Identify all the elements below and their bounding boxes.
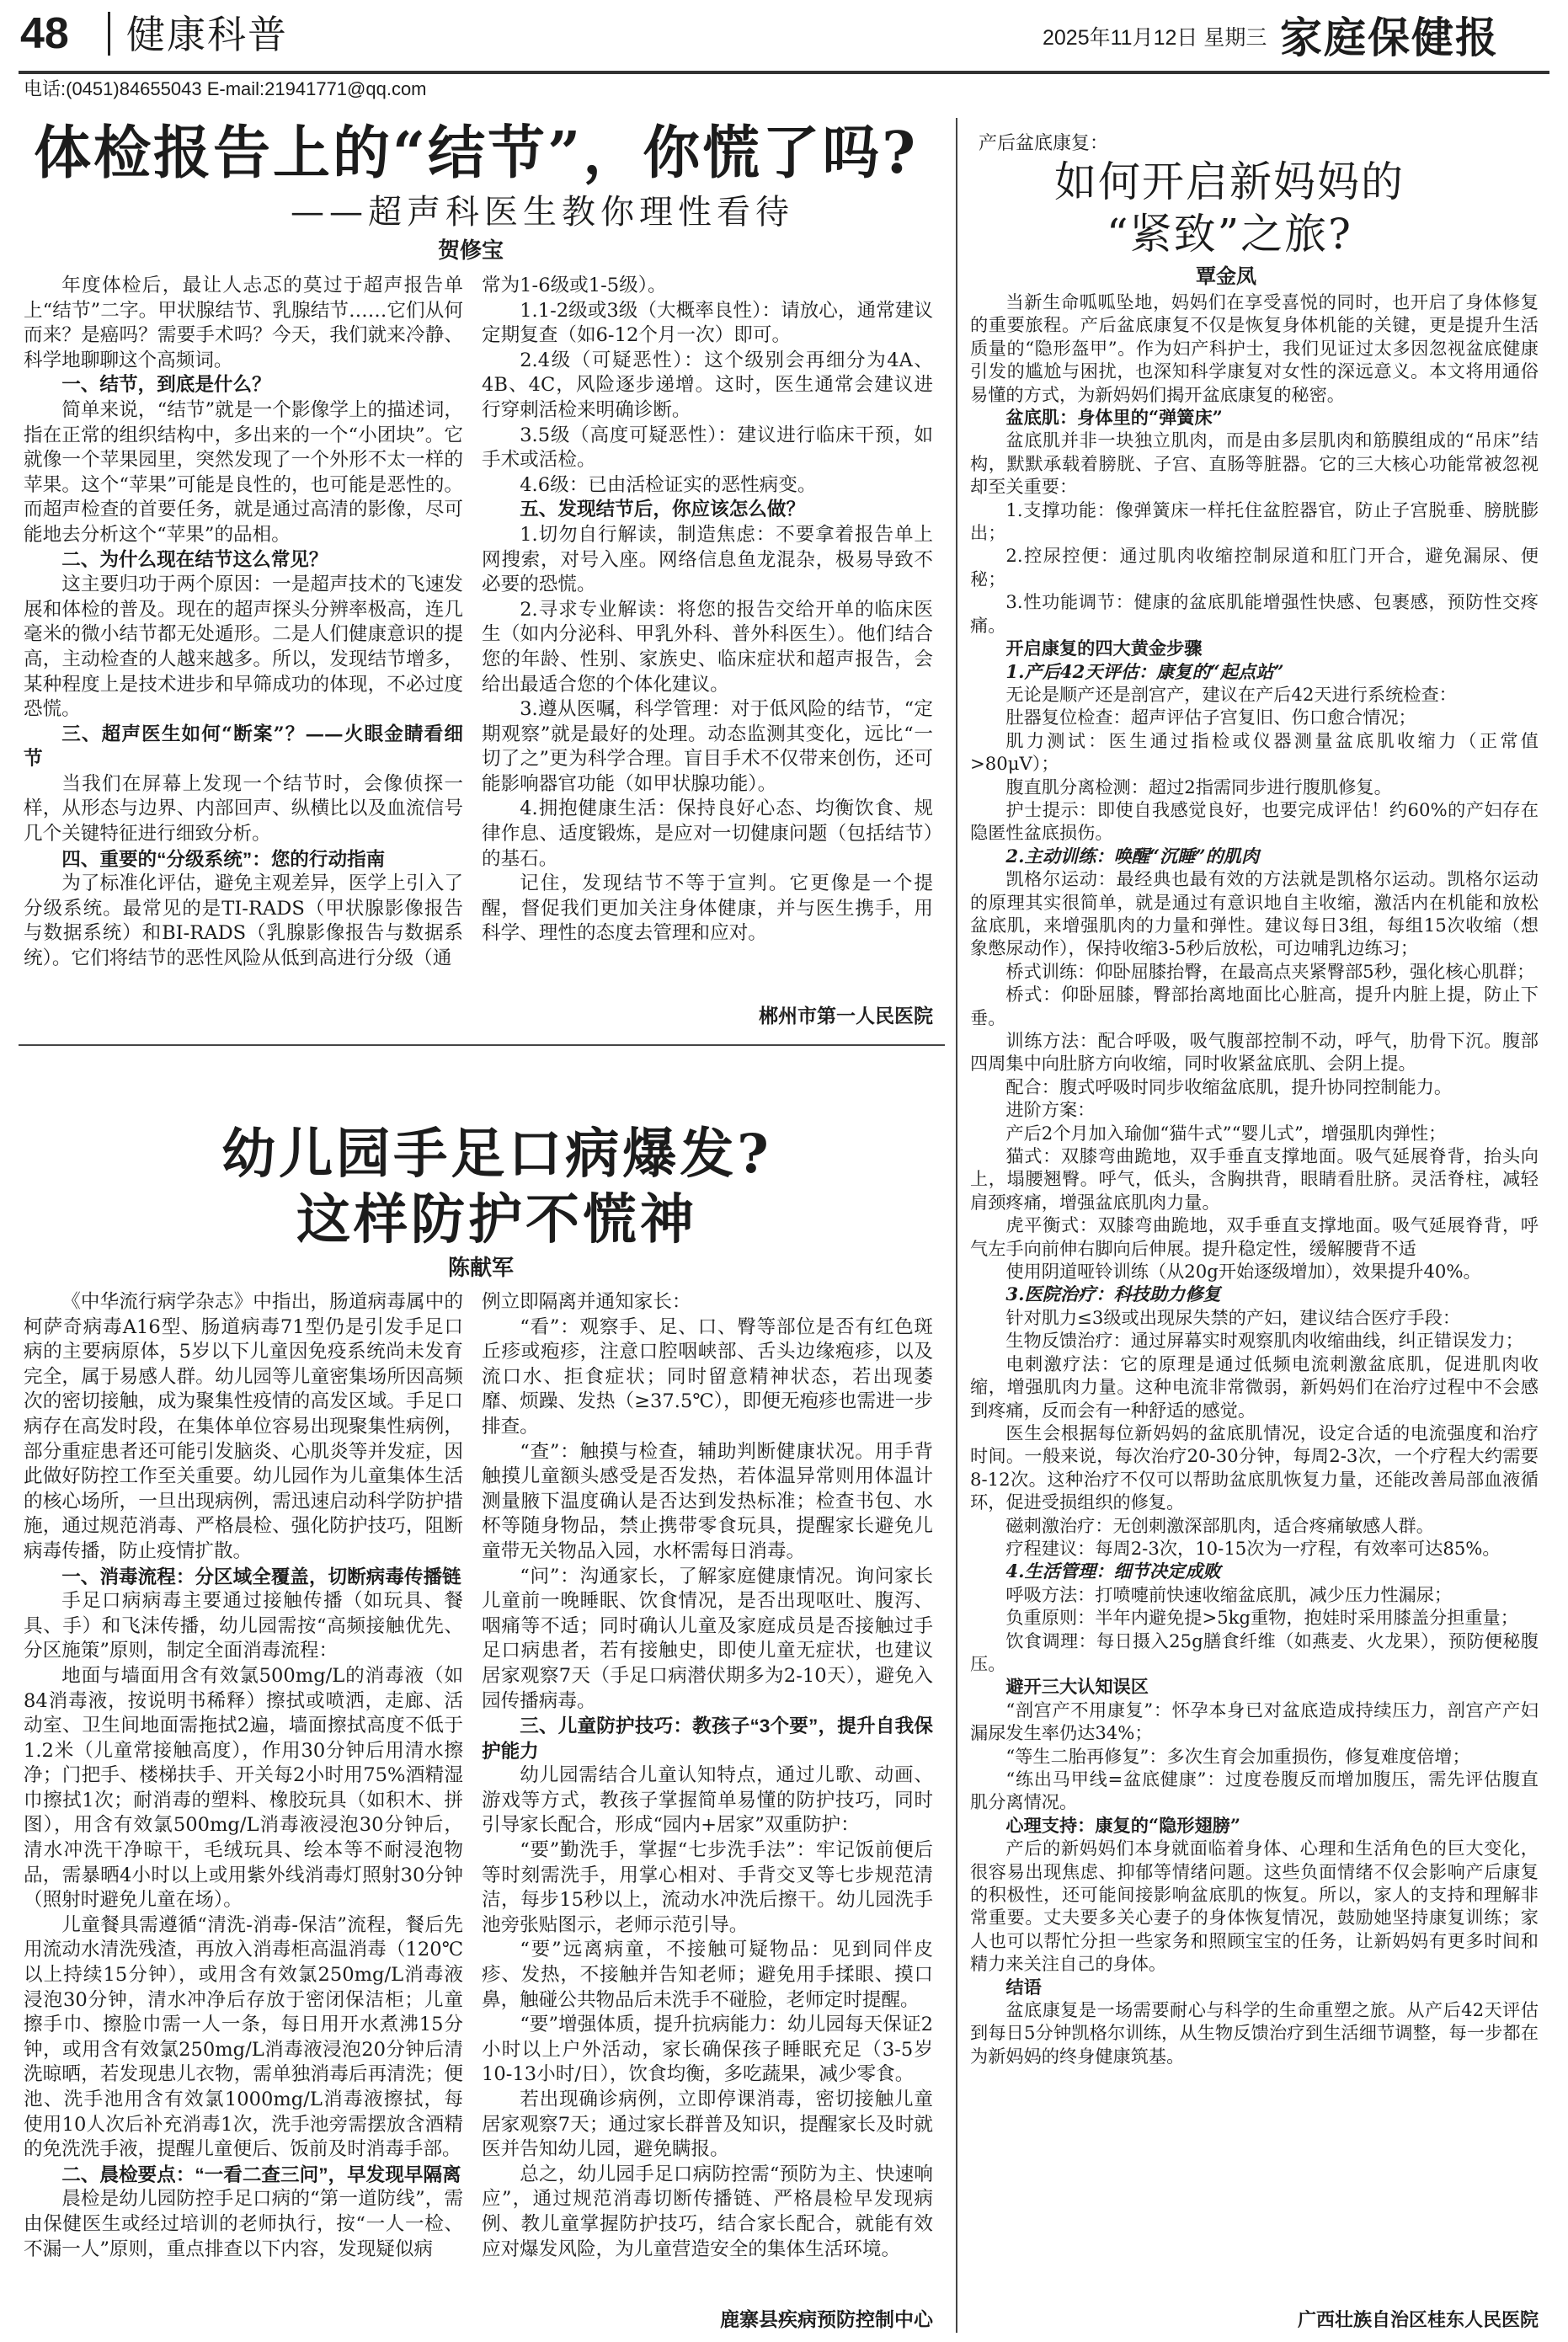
paragraph: 电刺激疗法：它的原理是通过低频电流刺激盆底肌，促进肌肉收缩，增强肌肉力量。这种电流非常微弱，新妈妈们在治疗过程中不会感到疼痛，反而会有一种舒适的感觉。 xyxy=(970,1352,1539,1421)
article3-body xyxy=(970,291,1539,2067)
article2-source: 鹿寨县疾病预防控制中心 xyxy=(720,2308,933,2331)
issue-date: 2025年11月12日 星期三 xyxy=(1043,26,1267,50)
section-heading: 三、超声医生如何“断案”？——火眼金睛看细节 xyxy=(24,723,463,771)
paragraph: 生物反馈治疗：通过屏幕实时观察肌肉收缩曲线，纠正错误发力； xyxy=(1005,1330,1523,1352)
section-heading: 1.产后42天评估：康复的“起点站” xyxy=(1005,660,1284,682)
article1-column-1 xyxy=(24,274,463,972)
section-heading: 避开三大认知误区 xyxy=(1005,1676,1149,1698)
paragraph: 2.寻求专业解读：将您的报告交给开单的临床医生（如内分泌科、甲乳外科、普外科医生）。他们结合您的年龄、性别、家族史、临床症状和超声报告，会给出最适合您的个体化建议。 xyxy=(482,598,933,696)
paragraph: 4.拥抱健康生活：保持良好心态、均衡饮食、规律作息、适度锻炼，是应对一切健康问题（包括结节）的基石。 xyxy=(482,798,933,870)
paragraph: 当新生命呱呱坠地，妈妈们在享受喜悦的同时，也开启了身体修复的重要旅程。产后盆底康复不仅是恢复身体机能的关键，更是提升生活质量的“隐形盔甲”。作为妇产科护士，我们见证过太多因忽视盆底健康引发的尴尬与困扰，也深知科学康复对女性的深远意义。本文将用通俗易懂的方式，为新妈妈们揭开盆底康复的秘密。 xyxy=(970,291,1539,405)
paragraph: 3.遵从医嘱，科学管理：对于低风险的结节，“定期观察”就是最好的处理。动态监测其变化，远比“一切了之”更为科学合理。盲目手术不仅带来创伤，还可能影响器官功能（如甲状腺功能）。 xyxy=(482,698,933,795)
paragraph: 使用阴道哑铃训练（从20g开始逐级增加），效果提升40%。 xyxy=(1005,1261,1481,1283)
paragraph: “要”增强体质，提升抗病能力：幼儿园每天保证2小时以上户外活动，家长确保孩子睡眠充足（3-5岁10-13小时/日），饮食均衡，多吃蔬果，减少零食。 xyxy=(482,2014,933,2086)
header-divider xyxy=(108,12,110,56)
paragraph: 肌力测试：医生通过指检或仪器测量盆底肌收缩力（正常值>80μV）； xyxy=(970,729,1539,775)
article2-title xyxy=(76,1122,918,1253)
section-heading: 心理支持：康复的“隐形翅膀” xyxy=(1005,1814,1241,1836)
section-heading: 4.生活管理：细节决定成败 xyxy=(1005,1560,1221,1582)
paragraph: 晨检是幼儿园防控手足口病的“第一道防线”，需由保健医生或经过培训的老师执行，按“一人一检、不漏一人”原则，重点排查以下内容，发现疑似病 xyxy=(24,2188,463,2260)
paragraph: 无论是顺产还是剖宫产，建议在产后42天进行系统检查： xyxy=(1005,683,1457,705)
paragraph: 桥式训练：仰卧屈膝抬臀，在最高点夹紧臀部5秒，强化核心肌群； xyxy=(1005,960,1535,982)
section-heading: 五、发现结节后，你应该怎么做？ xyxy=(520,499,806,521)
page-number: 48 xyxy=(20,9,69,58)
paragraph: 针对肌力≤3级或出现尿失禁的产妇，建议结合医疗手段： xyxy=(1005,1306,1461,1328)
paragraph: 1.1-2级或3级（大概率良性）：请放心，通常建议定期复查（如6-12个月一次）即可。 xyxy=(482,299,933,347)
article2-column-2 xyxy=(482,1290,933,2262)
paragraph: 4.6级：已由活检证实的恶性病变。 xyxy=(520,473,817,496)
article-divider xyxy=(19,1044,945,1046)
paragraph: 当我们在屏幕上发现一个结节时，会像侦探一样，从形态与边界、内部回声、纵横比以及血流信号几个关键特征进行细致分析。 xyxy=(24,772,463,846)
header-rule xyxy=(19,71,1549,74)
section-heading: 一、消毒流程：分区域全覆盖，切断病毒传播链 xyxy=(61,1566,461,1587)
section-heading: 结语 xyxy=(1005,1976,1042,1998)
paragraph: 产后的新妈妈们本身就面临着身体、心理和生活角色的巨大变化，很容易出现焦虑、抑郁等情绪问题。这些负面情绪不仅会影响产后康复的积极性，还可能间接影响盆底肌的恢复。所以，家人的支持和理解非常重要。丈夫要多关心妻子的身体恢复情况，鼓励她坚持康复训练；家人也可以帮忙分担一些家务和照顾宝宝的任务，让新妈妈有更多时间和精力来关注自己的身体。 xyxy=(970,1838,1539,1975)
article1-title: 体检报告上的“结节”，你慌了吗? xyxy=(34,120,919,187)
section-heading: 三、儿童防护技巧：教孩子“3个要”，提升自我保护能力 xyxy=(482,1715,933,1762)
section-heading: 二、晨检要点：“一看二查三问”，早发现早隔离 xyxy=(61,2163,461,2185)
paragraph: 饮食调理：每日摄入25g膳食纤维（如燕麦、火龙果），预防便秘腹压。 xyxy=(970,1630,1539,1674)
article3-title xyxy=(968,156,1491,260)
article2-author: 陈献军 xyxy=(448,1256,515,1281)
paragraph: “看”：观察手、足、口、臀等部位是否有红色斑丘疹或疱疹，注意口腔咽峡部、舌头边缘疱疹，以及流口水、拒食症状；同时留意精神状态，若出现萎靡、烦躁、发热（≥37.5℃），即便无疱疹也需进一步排查。 xyxy=(482,1315,933,1438)
section-heading: 二、为什么现在结节这么常见？ xyxy=(61,548,328,571)
paragraph: 虎平衡式：双膝弯曲跪地，双手垂直支撑地面。吸气延展脊背，呼气左手向前伸右脚向后伸展。提升稳定性，缓解腰背不适 xyxy=(970,1214,1539,1259)
section-heading: 开启康复的四大黄金步骤 xyxy=(1005,638,1203,659)
article2-title-line1: 幼儿园手足口病爆发? xyxy=(221,1123,772,1186)
article3-title-line1: 如何开启新妈妈的 xyxy=(1054,157,1405,206)
paragraph: 进阶方案： xyxy=(1005,1099,1096,1121)
paragraph: 3.5级（高度可疑恶性）：建议进行临床干预，如手术或活检。 xyxy=(482,424,933,472)
section-heading: 一、结节，到底是什么？ xyxy=(61,374,271,397)
section-heading: 盆底肌：身体里的“弹簧床” xyxy=(1005,407,1223,429)
section-heading: 四、重要的“分级系统”：您的行动指南 xyxy=(61,848,386,870)
section-heading: 3.医院治疗：科技助力修复 xyxy=(1005,1283,1221,1305)
paragraph: “要”远离病童，不接触可疑物品：见到同伴皮疹、发热，不接触并告知老师；避免用手揉眼、摸口鼻，触碰公共物品后未洗手不碰脸，老师定时提醒。 xyxy=(482,1939,933,2011)
paragraph: 2.控尿控便：通过肌肉收缩控制尿道和肛门开合，避免漏尿、便秘； xyxy=(970,545,1539,590)
paragraph: 总之，幼儿园手足口病防控需“预防为主、快速响应”，通过规范消毒切断传播链、严格晨检早发现病例、教儿童掌握防护技巧，结合家长配合，就能有效应对爆发风险，为儿童营造安全的集体生活环境。 xyxy=(482,2163,933,2260)
paragraph: 儿童餐具需遵循“清洗-消毒-保洁”流程，餐后先用流动水清洗残渣，再放入消毒柜高温消毒（120℃以上持续15分钟），或用含有效氯250mg/L消毒液浸泡30分钟，清水冲净后存放于密闭保洁柜；儿童擦手巾、擦脸巾需一人一条，每日用开水煮沸15分钟，或用含有效氯250mg/L消毒液浸泡20分钟后清洗晾晒，若发现患儿衣物，需单独消毒后再清洗；便池、洗手池用含有效氯1000mg/L消毒液擦拭，每使用10人次后补充消毒1次，洗手池旁需摆放含酒精的免洗洗手液，提醒儿童便后、饭前及时消毒手部。 xyxy=(24,1913,463,2161)
paragraph: 记住，发现结节不等于宣判。它更像是一个提醒，督促我们更加关注身体健康，并与医生携手，用科学、理性的态度去管理和应对。 xyxy=(482,872,933,945)
paragraph: 年度体检后，最让人忐忑的莫过于超声报告单上“结节”二字。甲状腺结节、乳腺结节……它们从何而来？是癌吗？需要手术吗？今天，我们就来冷静、科学地聊聊这个高频词。 xyxy=(24,275,463,371)
paragraph: 腹直肌分离检测：超过2指需同步进行腹肌修复。 xyxy=(1005,776,1392,798)
paragraph: 猫式：双膝弯曲跪地，双手垂直支撑地面。吸气延展脊背，抬头向上，塌腰翘臀。呼气，低头，含胸拱背，眼睛看肚脐。灵活脊柱，减轻肩颈疼痛，增强盆底肌肉力量。 xyxy=(970,1145,1539,1213)
article1-source: 郴州市第一人民医院 xyxy=(759,1005,933,1027)
paragraph: 产后2个月加入瑜伽“猫牛式”“婴儿式”，增强肌肉弹性； xyxy=(1005,1122,1447,1144)
paragraph: 配合：腹式呼吸时同步收缩盆底肌，提升协同控制能力。 xyxy=(1005,1075,1453,1097)
paragraph: 幼儿园需结合儿童认知特点，通过儿歌、动画、游戏等方式，教孩子掌握简单易懂的防护技巧，同时引导家长配合，形成“园内+居家”双重防护： xyxy=(482,1764,933,1837)
article2-title-line2: 这样防护不慌神 xyxy=(296,1188,697,1251)
paragraph: “要”勤洗手，掌握“七步洗手法”：牢记饭前便后等时刻需洗手，用掌心相对、手背交叉等七步规范清洁，每步15秒以上，流动水冲洗后擦干。幼儿园洗手池旁张贴图示，老师示范引导。 xyxy=(482,1839,933,1936)
article3-label: 产后盆底康复： xyxy=(979,133,1109,154)
paragraph: 盆底肌并非一块独立肌肉，而是由多层肌肉和筋膜组成的“吊床”结构，默默承载着膀胱、子宫、直肠等脏器。它的三大核心功能常被忽视却至关重要： xyxy=(970,429,1539,498)
article3-source: 广西壮族自治区桂东人民医院 xyxy=(1297,2309,1539,2331)
paragraph: 1.切勿自行解读，制造焦虑：不要拿着报告单上网搜索，对号入座。网络信息鱼龙混杂，极易导致不必要的恐慌。 xyxy=(482,523,933,596)
paragraph: 医生会根据每位新妈妈的盆底肌情况，设定合适的电流强度和治疗时间。一般来说，每次治疗20-30分钟，每周2-3次，一个疗程大约需要8-12次。这种治疗不仅可以帮助盆底肌恢复力量，还能改善局部血液循环，促进受损组织的修复。 xyxy=(970,1422,1539,1513)
paragraph: 肚器复位检查：超声评估子宫复旧、伤口愈合情况； xyxy=(1005,707,1416,728)
paragraph: 1.支撑功能：像弹簧床一样托住盆腔器官，防止子宫脱垂、膀胱膨出； xyxy=(970,499,1539,544)
paragraph: 《中华流行病学杂志》中指出，肠道病毒属中的柯萨奇病毒A16型、肠道病毒71型仍是引发手足口病的主要病原体，5岁以下儿童因免疫系统尚未发育完全，属于易感人群。幼儿园等儿童密集场所因高频次的密切接触，成为聚集性疫情的高发区域。手足口病存在高发时段，在集体单位容易出现聚集性病例，部分重症患者还可能引发脑炎、心肌炎等并发症，因此做好防控工作至关重要。幼儿园作为儿童集体生活的核心场所，一旦出现病例，需迅速启动科学防护措施，通过规范消毒、严格晨检、强化防护技巧，阻断病毒传播，防止疫情扩散。 xyxy=(24,1291,463,1562)
article2-column-1 xyxy=(24,1290,463,2262)
paragraph: 盆底康复是一场需要耐心与科学的生命重塑之旅。从产后42天评估到每日5分钟凯格尔训练，从生物反馈治疗到生活细节调整，每一步都在为新妈妈的终身健康筑基。 xyxy=(970,1999,1539,2067)
paragraph: 手足口病病毒主要通过接触传播（如玩具、餐具、手）和飞沫传播，幼儿园需按“高频接触优先、分区施策”原则，制定全面消毒流程： xyxy=(24,1590,463,1662)
paragraph: 护士提示：即使自我感觉良好，也要完成评估！约60%的产妇存在隐匿性盆底损伤。 xyxy=(970,798,1539,844)
article3-author: 覃金凤 xyxy=(1196,264,1256,288)
article1-subtitle: ——超声科医生教你理性看待 xyxy=(291,193,794,232)
section-title: 健康科普 xyxy=(126,12,288,57)
paragraph: 3.性功能调节：健康的盆底肌能增强性快感、包裹感，预防性交疼痛。 xyxy=(970,591,1539,636)
paragraph: 负重原则：半年内避免提>5kg重物，抱娃时采用膝盖分担重量； xyxy=(1005,1607,1518,1629)
paragraph: 例立即隔离并通知家长： xyxy=(482,1291,691,1313)
paragraph: 常为1-6级或1-5级）。 xyxy=(482,275,667,296)
paragraph: 为了标准化评估，避免主观差异，医学上引入了分级系统。最常见的是TI-RADS（甲状腺影像报告与数据系统）和BI-RADS（乳腺影像报告与数据系统）。它们将结节的恶性风险从低到高进行分级（通 xyxy=(24,872,463,970)
paragraph: “问”：沟通家长，了解家庭健康情况。询问家长儿童前一晚睡眠、饮食情况，是否出现呕吐、腹泻、咽痛等不适；同时确认儿童及家庭成员是否接触过手足口病患者，若有接触史，即使儿童无症状，也建议居家观察7天（手足口病潜伏期多为2-10天），避免入园传播病毒。 xyxy=(482,1565,933,1712)
paragraph: 这主要归功于两个原因：一是超声技术的飞速发展和体检的普及。现在的超声探头分辨率极高，连几毫米的微小结节都无处遁形。二是人们健康意识的提高，主动检查的人越来越多。所以，发现结节增多，某种程度上是技术进步和早筛成功的体现，不必过度恐慌。 xyxy=(24,573,463,721)
paragraph: 疗程建议：每周2-3次，10-15次为一疗程，有效率可达85%。 xyxy=(1005,1537,1501,1559)
paragraph: “剖宫产不用康复”：怀孕本身已对盆底造成持续压力，剖宫产产妇漏尿发生率仍达34%； xyxy=(970,1699,1539,1744)
paragraph: 若出现确诊病例，立即停课消毒，密切接触儿童居家观察7天；通过家长群普及知识，提醒家长及时就医并告知幼儿园，避免瞒报。 xyxy=(482,2089,933,2161)
paragraph: 地面与墙面用含有效氯500mg/L的消毒液（如84消毒液，按说明书稀释）擦拭或喷洒，走廊、活动室、卫生间地面需拖拭2遍，墙面擦拭高度不低于1.2米（儿童常接触高度），作用30分钟后用清水擦净；门把手、楼梯扶手、开关每2小时用75%酒精湿巾擦拭1次；耐消毒的塑料、橡胶玩具（如积木、拼图），用含有效氯500mg/L消毒液浸泡30分钟后，清水冲洗干净晾干，毛绒玩具、绘本等不耐浸泡物品，需暴晒4小时以上或用紫外线消毒灯照射30分钟（照射时避免儿童在场）。 xyxy=(24,1664,463,1912)
column-divider xyxy=(956,118,957,2333)
paragraph: “等生二胎再修复”：多次生育会加重损伤，修复难度倍增； xyxy=(1005,1745,1470,1767)
paragraph: 凯格尔运动：最经典也最有效的方法就是凯格尔运动。凯格尔运动的原理其实很简单，就是通过有意识地自主收缩，激活内在机能和放松盆底肌，来增强肌肉的力量和弹性。建议每日3组，每组15次收缩（想象憋尿动作），保持收缩3-5秒后放松，可边哺乳边练习； xyxy=(970,868,1539,959)
paragraph: 2.4级（可疑恶性）：这个级别会再细分为4A、4B、4C，风险逐步递增。这时，医生通常会建议进行穿刺活检来明确诊断。 xyxy=(482,349,933,421)
article1-author: 贺修宝 xyxy=(438,238,504,264)
paragraph: “查”：触摸与检查，辅助判断健康状况。用手背触摸儿童额头感受是否发热，若体温异常则用体温计测量腋下温度确认是否达到发热标准；检查书包、水杯等随身物品，禁止携带零食玩具，提醒家长避免儿童带无关物品入园，水杯需每日消毒。 xyxy=(482,1440,933,1562)
article3-title-line2: “紧致”之旅? xyxy=(1107,210,1352,259)
contact-info: 电话:(0451)84655043 E-mail:21941771@qq.com xyxy=(24,78,427,99)
paragraph: “练出马甲线=盆底健康”：过度卷腹反而增加腹压，需先评估腹直肌分离情况。 xyxy=(970,1769,1539,1813)
paragraph: 磁刺激治疗：无创刺激深部肌肉，适合疼痛敏感人群。 xyxy=(1005,1514,1434,1536)
section-heading: 2.主动训练：唤醒“沉睡”的肌肉 xyxy=(1005,845,1260,867)
paragraph: 简单来说，“结节”就是一个影像学上的描述词，指在正常的组织结构中，多出来的一个“小团块”。它就像一个苹果园里，突然发现了一个外形不太一样的苹果。这个“苹果”可能是良性的，也可能是恶性的。而超声检查的首要任务，就是通过高清的影像，尽可能地去分析这个“苹果”的品相。 xyxy=(24,398,463,546)
paragraph: 呼吸方法：打喷嚏前快速收缩盆底肌，减少压力性漏尿； xyxy=(1005,1583,1453,1605)
paragraph: 训练方法：配合呼吸，吸气腹部控制不动，呼气，肋骨下沉。腹部四周集中向肚脐方向收缩，同时收紧盆底肌、会阴上提。 xyxy=(970,1030,1539,1075)
paper-name: 家庭保健报 xyxy=(1280,13,1499,62)
article1-column-2 xyxy=(482,274,933,947)
paragraph: 桥式：仰卧屈膝，臀部抬离地面比心脏高，提升内脏上提，防止下垂。 xyxy=(970,984,1539,1028)
